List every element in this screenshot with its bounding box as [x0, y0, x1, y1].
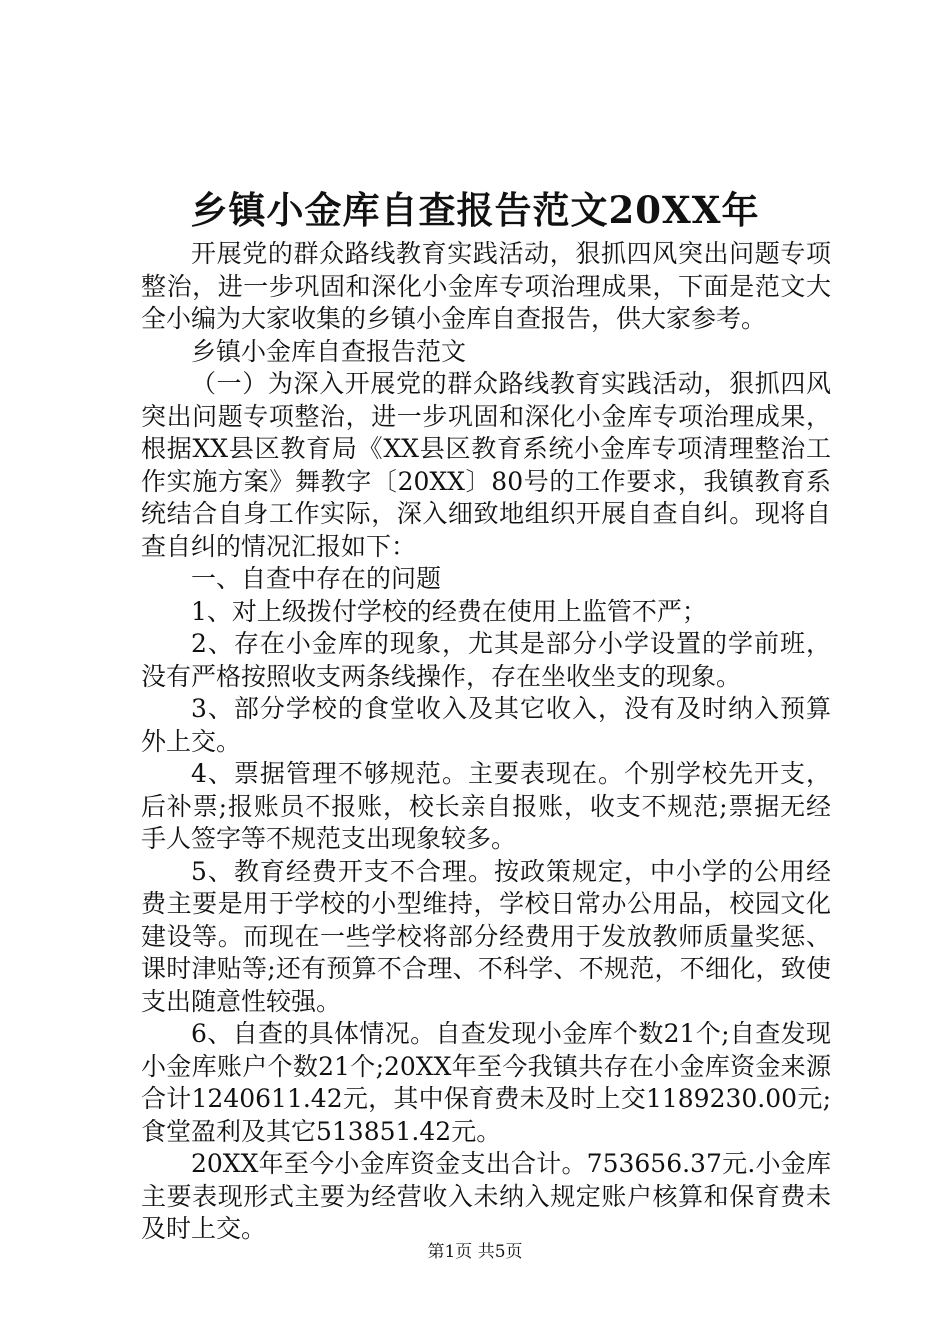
paragraph-item-4: 4、票据管理不够规范。主要表现在。个别学校先开支，后补票;报账员不报账，校长亲自报账，收支不规范;票据无经手人签字等不规范支出现象较多。 — [141, 759, 831, 853]
page-indicator: 第1页 共5页 — [427, 1242, 523, 1262]
paragraph-item-3: 3、部分学校的食堂收入及其它收入，没有及时纳入预算外上交。 — [141, 694, 831, 756]
paragraph-item-1: 1、对上级拨付学校的经费在使用上监管不严； — [191, 596, 707, 626]
paragraph-subtitle: 乡镇小金库自查报告范文 — [191, 336, 467, 366]
paragraph-item-6: 6、自查的具体情况。自查发现小金库个数21个;自查发现小金库账户个数21个;20XX年至今我镇共存在小金库资金来源合计1240611.42元，其中保育费未及时上交1189230.00元;食堂盈利及其它513851.42元。 — [141, 1019, 831, 1146]
paragraph-section-1: （一）为深入开展党的群众路线教育实践活动，狠抓四风突出问题专项整治，进一步巩固和深化小金库专项治理成果，根据XX县区教育局《XX县区教育系统小金库专项清理整治工作实施方案》舞教字〔20XX〕80号的工作要求，我镇教育系统结合自身工作实际，深入细致地组织开展自查自纠。现将自查自纠的情况汇报如下： — [141, 369, 831, 561]
paragraph-expenditure: 20XX年至今小金库资金支出合计。753656.37元.小金库主要表现形式主要为经营收入未纳入规定账户核算和保育费未及时上交。 — [141, 1149, 831, 1243]
paragraph-heading-problems: 一、自查中存在的问题 — [191, 564, 442, 593]
document-title: 乡镇小金库自查报告范文20XX年 — [190, 188, 760, 232]
paragraph-intro: 开展党的群众路线教育实践活动，狠抓四风突出问题专项整治，进一步巩固和深化小金库专项治理成果，下面是范文大全小编为大家收集的乡镇小金库自查报告，供大家参考。 — [141, 239, 831, 333]
paragraph-item-2: 2、存在小金库的现象，尤其是部分小学设置的学前班，没有严格按照收支两条线操作，存在坐收坐支的现象。 — [141, 629, 831, 691]
paragraph-item-5: 5、教育经费开支不合理。按政策规定，中小学的公用经费主要是用于学校的小型维持，学校日常办公用品，校园文化建设等。而现在一些学校将部分经费用于发放教师质量奖惩、课时津贴等;还有预算不合理、不科学、不规范，不细化，致使支出随意性较强。 — [141, 856, 831, 1016]
document-body — [141, 238, 831, 1246]
